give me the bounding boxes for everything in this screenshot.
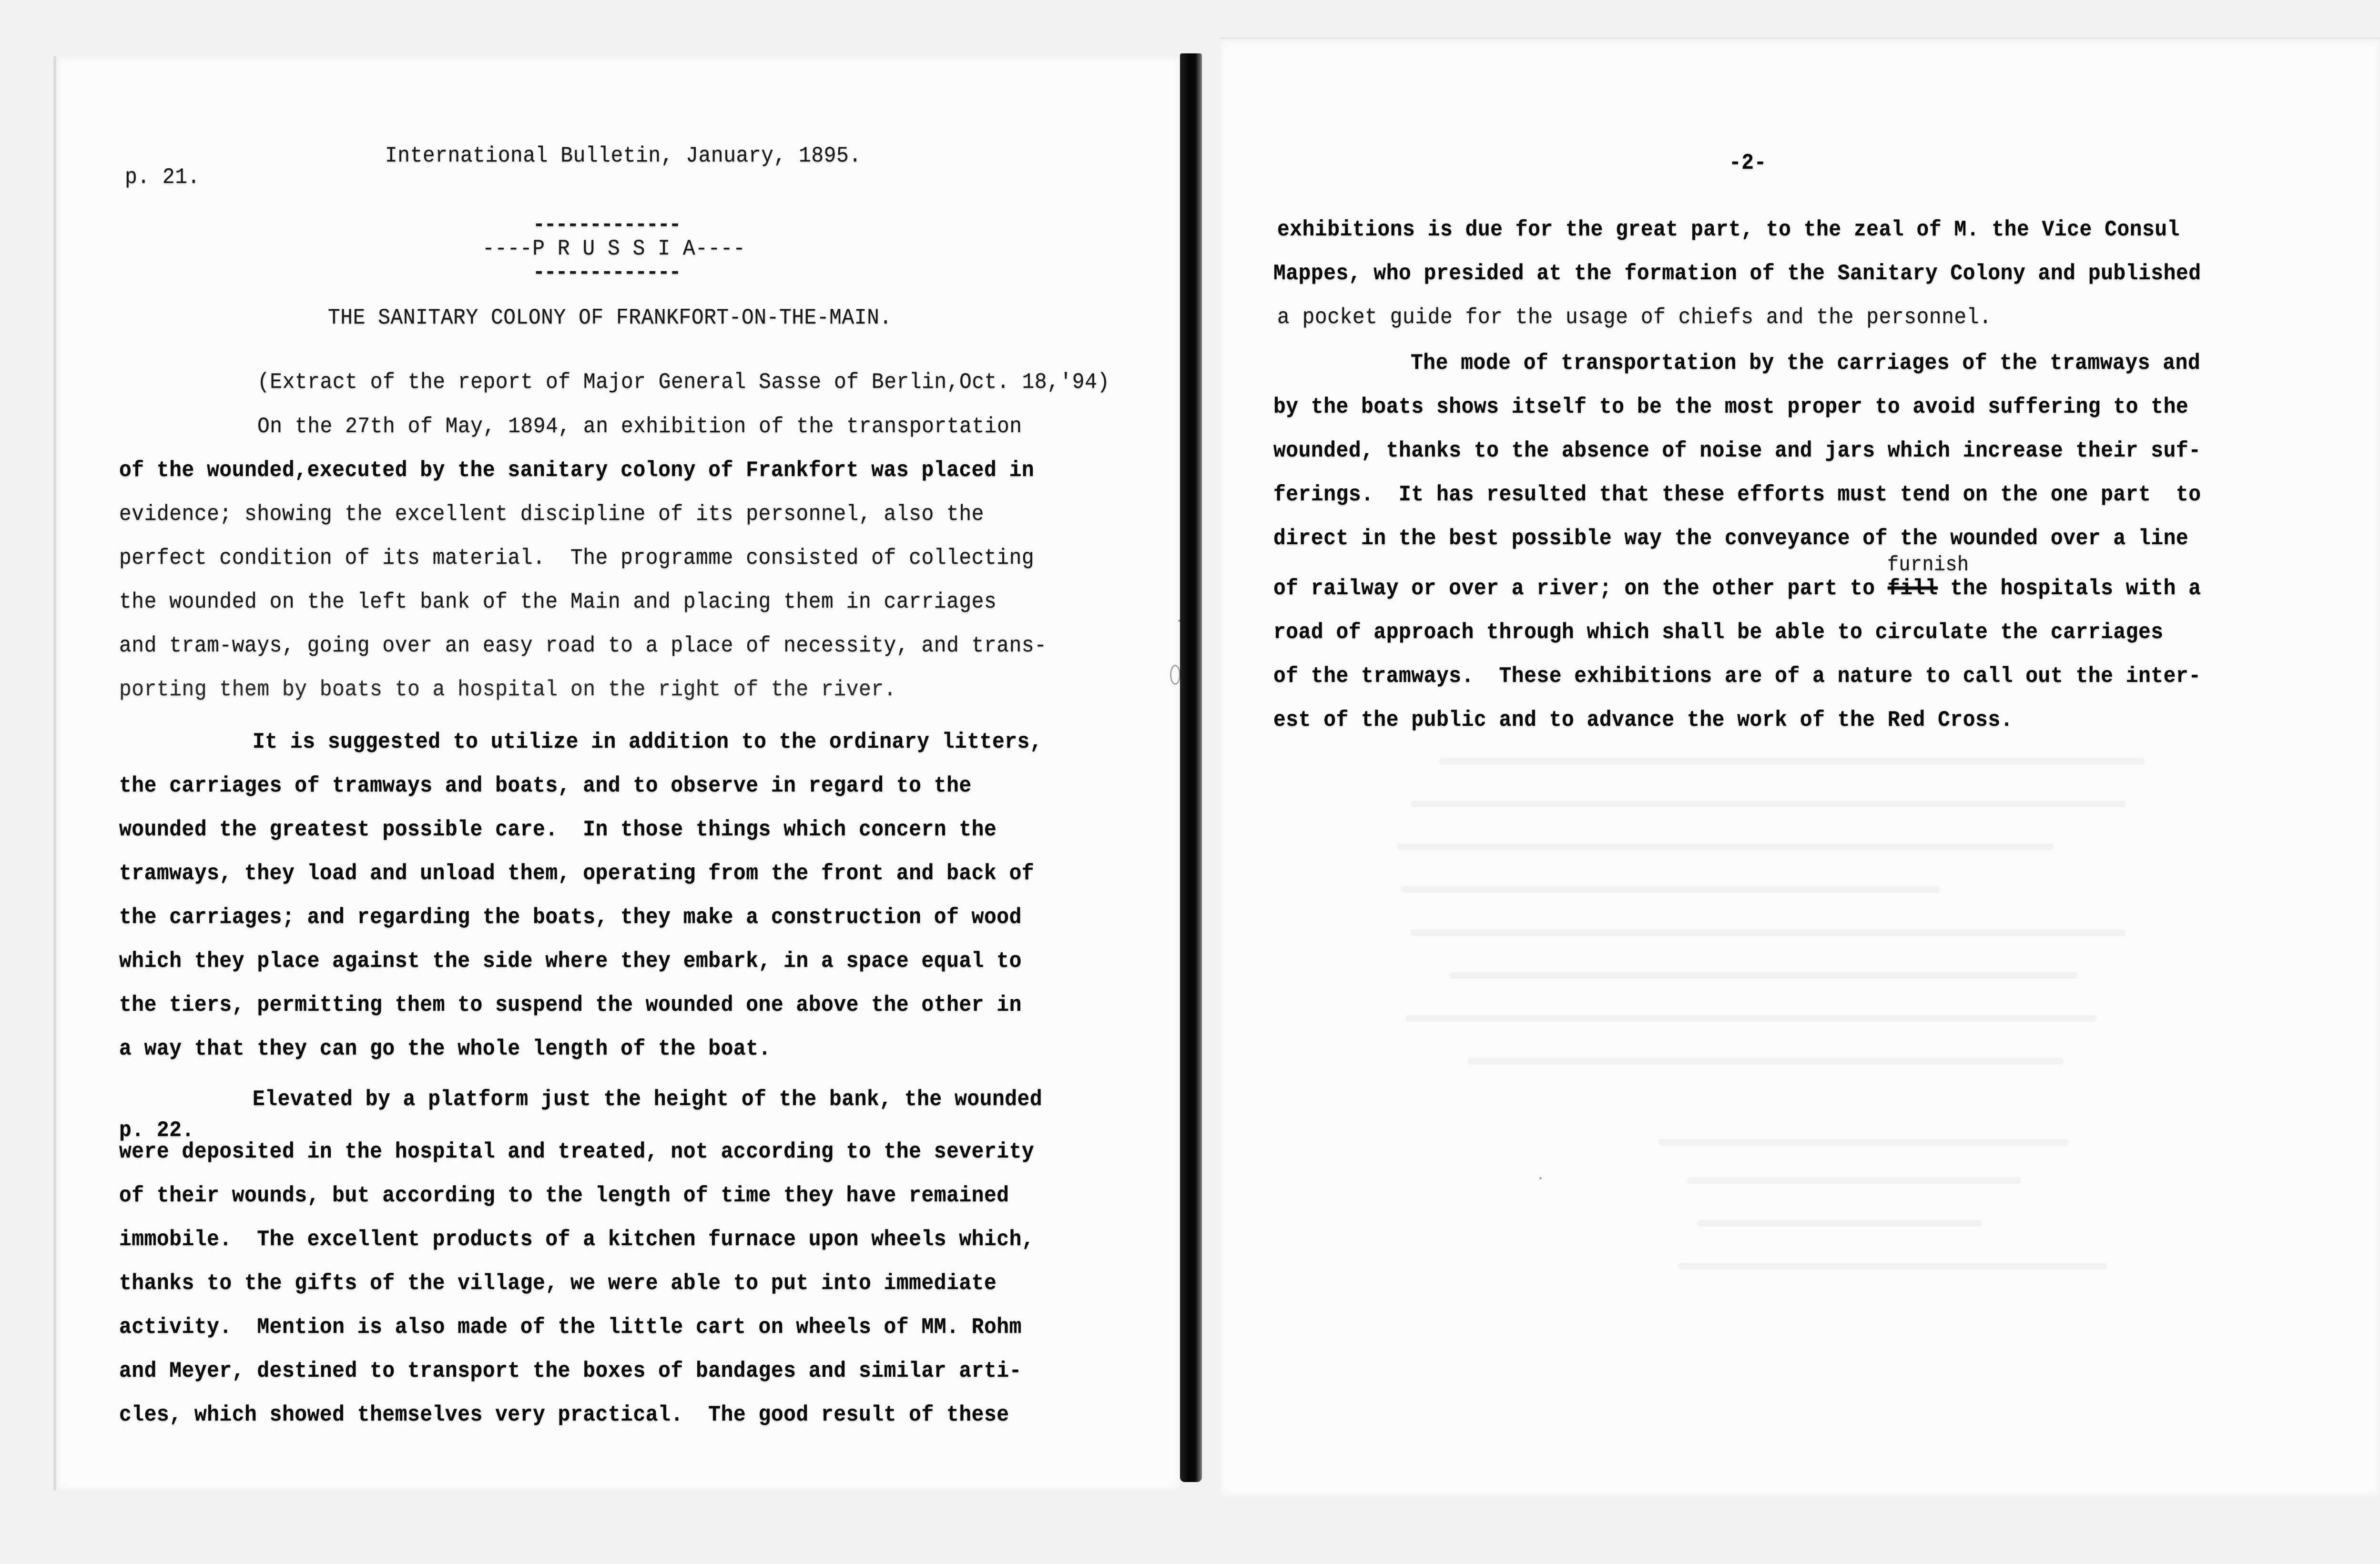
text-line: a pocket guide for the usage of chiefs and the personnel. [1277,305,1992,330]
text-line: exhibitions is due for the great part, to the zeal of M. the Vice Consul [1277,217,2180,242]
text-line: activity. Mention is also made of the little cart on wheels of MM. Rohm [119,1314,1022,1340]
text-line: Mappes, who presided at the formation of the Sanitary Colony and published [1273,261,2201,286]
text-line: evidence; showing the excellent discipline of its personnel, also the [119,501,984,527]
text-line-with-correction [1273,576,2201,601]
binding-gutter-shadow [1180,53,1202,1482]
bulletin-header: International Bulletin, January, 1895. [385,143,862,168]
country-heading: ----P R U S S I A---- [482,236,746,261]
text-line: the wounded on the left bank of the Main and placing them in carriages [119,589,997,614]
text-line: immobile. The excellent products of a kitchen furnace upon wheels which, [119,1227,1035,1252]
text-line: which they place against the side where they embark, in a space equal to [119,948,1022,974]
text-line: wounded the greatest possible care. In those things which concern the [119,817,997,842]
right-document-page [1220,37,2380,1497]
text-line: the carriages of tramways and boats, and to observe in regard to the [119,773,972,798]
text-line: ferings. It has resulted that these efforts must tend on the one part to [1273,482,2201,507]
text-line: thanks to the gifts of the village, we were able to put into immediate [119,1270,997,1296]
text-line: road of approach through which shall be able to circulate the carriages [1273,620,2164,645]
text-line: It is suggested to utilize in addition to the ordinary litters, [253,729,1043,754]
interlinear-correction: furnish [1887,554,1969,577]
text-line: The mode of transportation by the carriages of the tramways and [1411,350,2201,376]
page-reference-p22: p. 22. [119,1117,194,1143]
text-line: of the wounded,executed by the sanitary colony of Frankfort was placed in [119,457,1035,483]
text-line: Elevated by a platform just the height of the bank, the wounded [253,1087,1043,1112]
text-line: of their wounds, but according to the length of time they have remained [119,1183,1009,1208]
text-line: the carriages; and regarding the boats, they make a construction of wood [119,904,1022,930]
text-line: direct in the best possible way the conveyance of the wounded over a line [1273,526,2189,551]
text-line: tramways, they load and unload them, operating from the front and back of [119,861,1035,886]
extract-note: (Extract of the report of Major General Sasse of Berlin,Oct. 18,'94) [257,369,1110,395]
text-line: the tiers, permitting them to suspend the wounded one above the other in [119,992,1022,1017]
text-line: were deposited in the hospital and treated, not according to the severity [119,1139,1035,1164]
text-line: On the 27th of May, 1894, an exhibition of the transportation [257,414,1022,439]
text-line: perfect condition of its material. The programme consisted of collecting [119,545,1035,570]
text-line: est of the public and to advance the work of the Red Cross. [1273,707,2013,732]
text-line: porting them by boats to a hospital on the right of the river. [119,677,896,702]
text-line: cles, which showed themselves very practical. The good result of these [119,1402,1009,1427]
text-line: and tram-ways, going over an easy road to a place of necessity, and trans- [119,633,1047,658]
title-rule-top: ------------- [533,212,681,237]
text-line: of the tramways. These exhibitions are of a nature to call out the inter- [1273,663,2201,689]
text-segment: of railway or over a river; on the other part to [1273,576,1888,601]
text-line: and Meyer, destined to transport the boxes of bandages and similar arti- [119,1358,1022,1383]
text-line: by the boats shows itself to be the most proper to avoid suffering to the [1273,394,2189,419]
text-segment: the hospitals with a [1938,576,2201,601]
page-reference-p21: p. 21. [125,164,200,190]
text-line: wounded, thanks to the absence of noise and jars which increase their suf- [1273,438,2201,463]
text-line: a way that they can go the whole length of the boat. [119,1036,771,1061]
article-title: THE SANITARY COLONY OF FRANKFORT-ON-THE-MAIN. [328,305,892,330]
struck-word: fill [1887,576,1938,601]
page-number: -2- [1729,150,1767,175]
title-rule-bottom: ------------- [533,260,681,285]
